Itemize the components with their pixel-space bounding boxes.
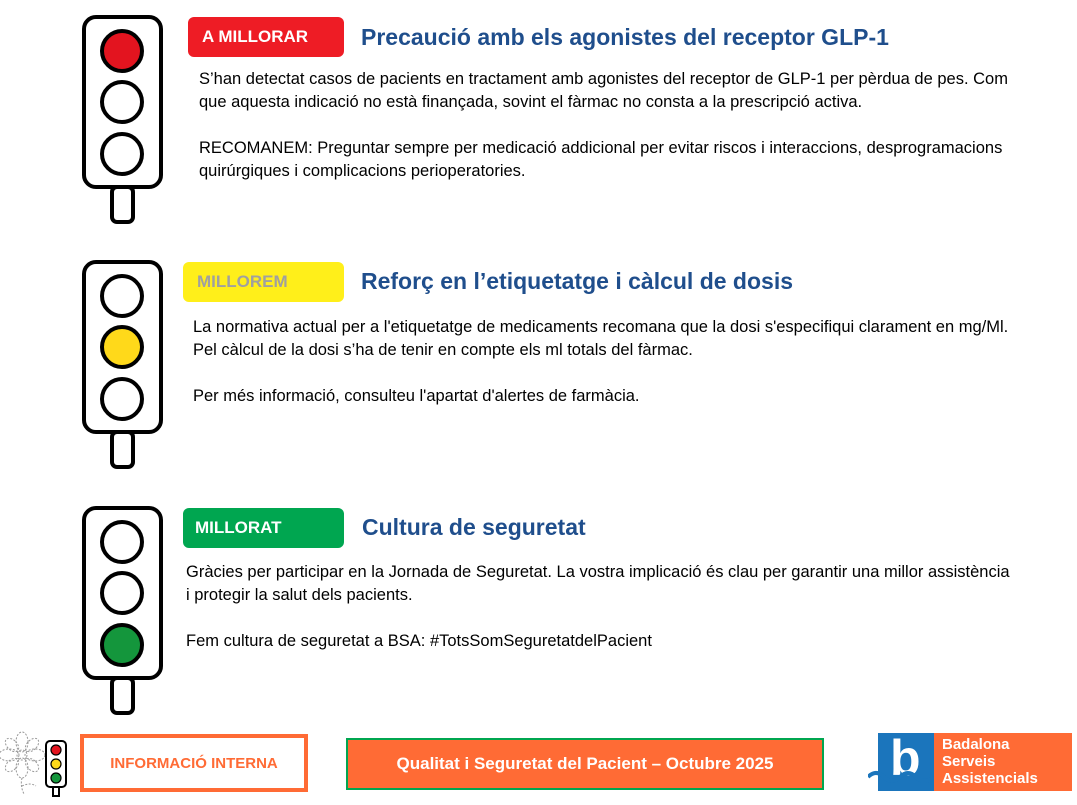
logo-line: Assistencials (942, 770, 1038, 787)
small-traffic-light-icon (44, 740, 68, 798)
green-lamp (102, 625, 142, 665)
section-title: Reforç en l’etiquetatge i càlcul de dosis (361, 268, 794, 294)
paragraph: Fem cultura de seguretat a BSA: #TotsSomSeguretatdelPacient (186, 632, 652, 650)
logo-line: Serveis (942, 753, 996, 770)
traffic-light-icon-green (80, 506, 165, 718)
section-title: Cultura de seguretat (362, 514, 586, 540)
footer-center-label: Qualitat i Seguretat del Pacient – Octubre 2025 (346, 738, 824, 790)
logo-line: Badalona (942, 736, 1010, 753)
daisy-flower-icon (0, 730, 46, 796)
section-body (186, 561, 1016, 653)
internal-info-label: INFORMACIÓ INTERNA (80, 734, 308, 792)
traffic-light-icon-yellow (80, 260, 165, 472)
paragraph: S’han detectat casos de pacients en tractament amb agonistes del receptor de GLP-1 per pèrdua de pes. Com que aquesta indicació no està finançada, sovint el fàrmac no consta a la prescripció activa. (199, 70, 1008, 111)
traffic-light-icon-red (80, 15, 165, 227)
paragraph: Gràcies per participar en la Jornada de Seguretat. La vostra implicació és clau per garantir una millor assistència i protegir la salut dels pacients. (186, 563, 1010, 604)
paragraph: Per més informació, consulteu l'apartat d'alertes de farmàcia. (193, 387, 640, 405)
status-badge-millorem: MILLOREM (183, 262, 344, 302)
section-body (199, 68, 1029, 183)
logo-mark: b (878, 733, 934, 791)
section-body (193, 316, 1023, 408)
status-badge-millorat: MILLORAT (183, 508, 344, 548)
yellow-lamp (102, 327, 142, 367)
status-badge-a-millorar: A MILLORAR (188, 17, 344, 57)
wave-icon (868, 767, 934, 783)
badalona-logo-icon (868, 733, 1072, 791)
paragraph: RECOMANEM: Preguntar sempre per medicació addicional per evitar riscos i interaccions, desprogramacions quirúrgiques i complicacions perioperatories. (199, 139, 1003, 180)
paragraph: La normativa actual per a l'etiquetatge de medicaments recomana que la dosi s'especifiqui clarament en mg/Ml. Pel càlcul de la dosi s’ha de tenir en compte els ml totals del fàrmac. (193, 318, 1009, 359)
section-title: Precaució amb els agonistes del receptor GLP-1 (361, 24, 889, 50)
logo-text-block (934, 733, 1072, 791)
red-lamp (102, 31, 142, 71)
